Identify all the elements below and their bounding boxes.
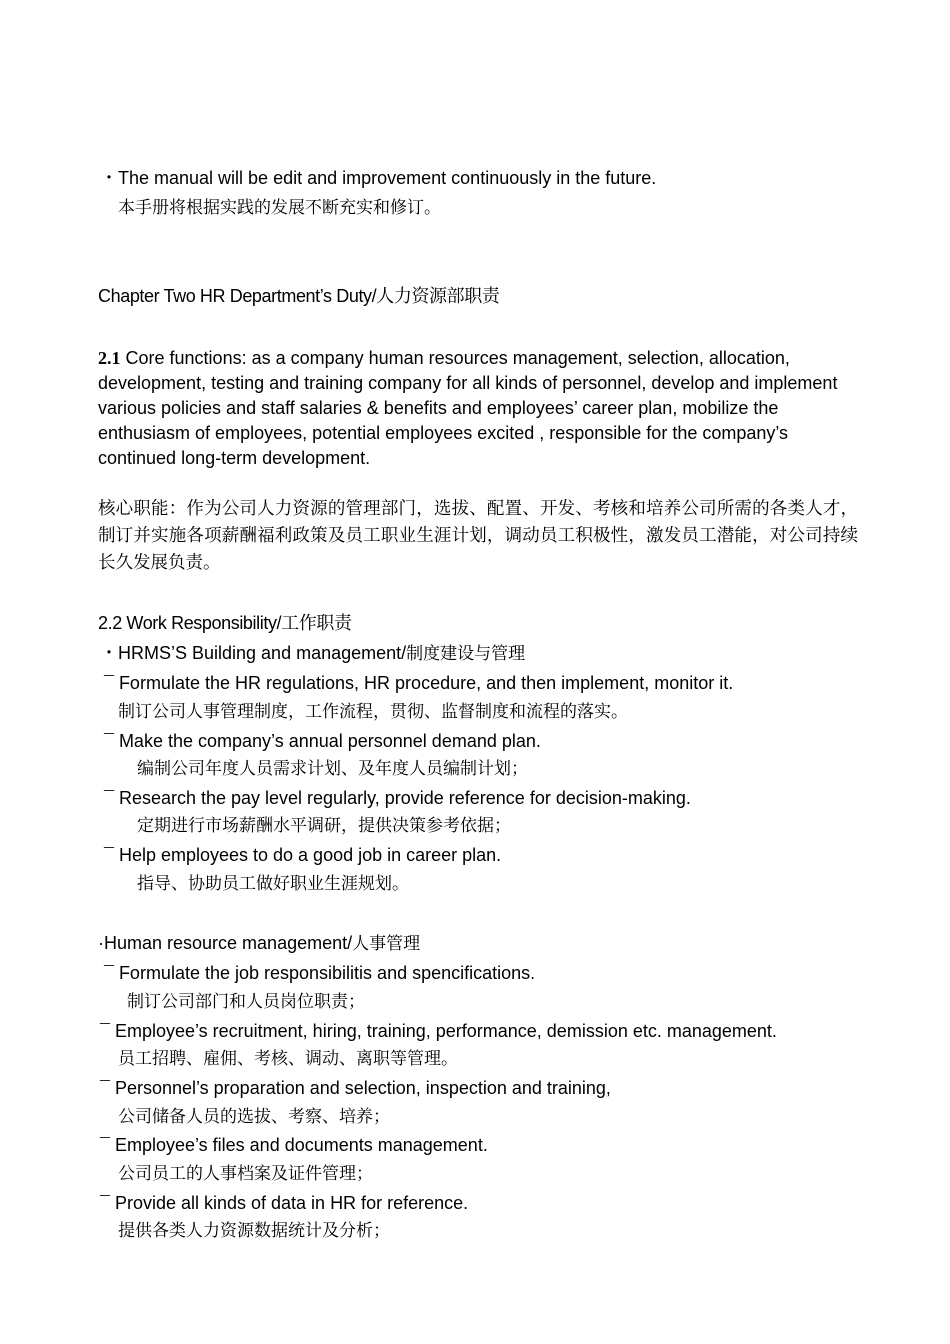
group1-title-zh: 制度建设与管理: [406, 644, 526, 664]
group2-title: [98, 932, 420, 955]
list-item-en: ¯ Research the pay level regularly, provide reference for decision-making.: [104, 788, 691, 808]
list-item-zh: 指导、协助员工做好职业生涯规划。: [137, 874, 409, 894]
section-2-1-en: [98, 346, 858, 471]
list-item-zh: 公司员工的人事档案及证件管理；: [118, 1164, 373, 1184]
section-2-2-title: 2.2 Work Responsibility/工作职责: [98, 613, 352, 633]
section-number: 2.1: [98, 348, 121, 368]
list-item-en: ¯ Make the company’s annual personnel demand plan.: [104, 731, 541, 751]
list-item-en: ¯ Help employees to do a good job in career plan.: [104, 845, 502, 865]
list-item-en: ¯ Formulate the job responsibilitis and spencifications.: [104, 963, 536, 983]
list-item-zh: 制订公司部门和人员岗位职责；: [127, 992, 365, 1012]
list-item-en: ¯ Provide all kinds of data in HR for reference.: [100, 1193, 469, 1213]
section-2-1-text: Core functions: as a company human resources management, selection, allocation, development, testing and training company for all kinds of personnel, develop and implement various policies and staff salaries & benefits and employees’ career plan, mobilize the enthusiasm of employees, potential employees excited , responsible for the company’s continued long-term development.: [98, 348, 838, 468]
group2-title-en: ·Human resource management/: [98, 933, 353, 953]
list-item-zh: 编制公司年度人员需求计划、及年度人员编制计划；: [137, 759, 528, 779]
list-item-zh: 制订公司人事管理制度，工作流程，贯彻、监督制度和流程的落实。: [118, 702, 628, 722]
list-item-en: ¯ Employee’s files and documents management.: [100, 1135, 488, 1155]
list-item-en: ¯ Employee’s recruitment, hiring, training, performance, demission etc. management.: [100, 1021, 777, 1041]
group1-title: [100, 642, 525, 665]
chapter-title: Chapter Two HR Department’s Duty/人力资源部职责: [98, 286, 500, 306]
intro-bullet-zh: 本手册将根据实践的发展不断充实和修订。: [118, 198, 441, 218]
list-item-en: ¯ Formulate the HR regulations, HR procedure, and then implement, monitor it.: [104, 673, 734, 693]
list-item-en: ¯ Personnel’s proparation and selection, inspection and training,: [100, 1078, 611, 1098]
intro-bullet-en: ・The manual will be edit and improvement continuously in the future.: [100, 168, 657, 188]
group1-title-en: ・HRMS’S Building and management/: [100, 643, 407, 663]
list-item-zh: 定期进行市场薪酬水平调研，提供决策参考依据；: [137, 816, 511, 836]
group2-title-zh: 人事管理: [352, 934, 421, 954]
list-item-zh: 员工招聘、雇佣、考核、调动、离职等管理。: [118, 1049, 458, 1069]
section-2-1-zh: 核心职能：作为公司人力资源的管理部门，选拔、配置、开发、考核和培养公司所需的各类人才，制订并实施各项薪酬福利政策及员工职业生涯计划，调动员工积极性，激发员工潜能，对公司持续长久发展负责。: [98, 499, 858, 573]
list-item-zh: 提供各类人力资源数据统计及分析；: [118, 1221, 390, 1241]
list-item-zh: 公司储备人员的选拔、考察、培养；: [118, 1107, 390, 1127]
